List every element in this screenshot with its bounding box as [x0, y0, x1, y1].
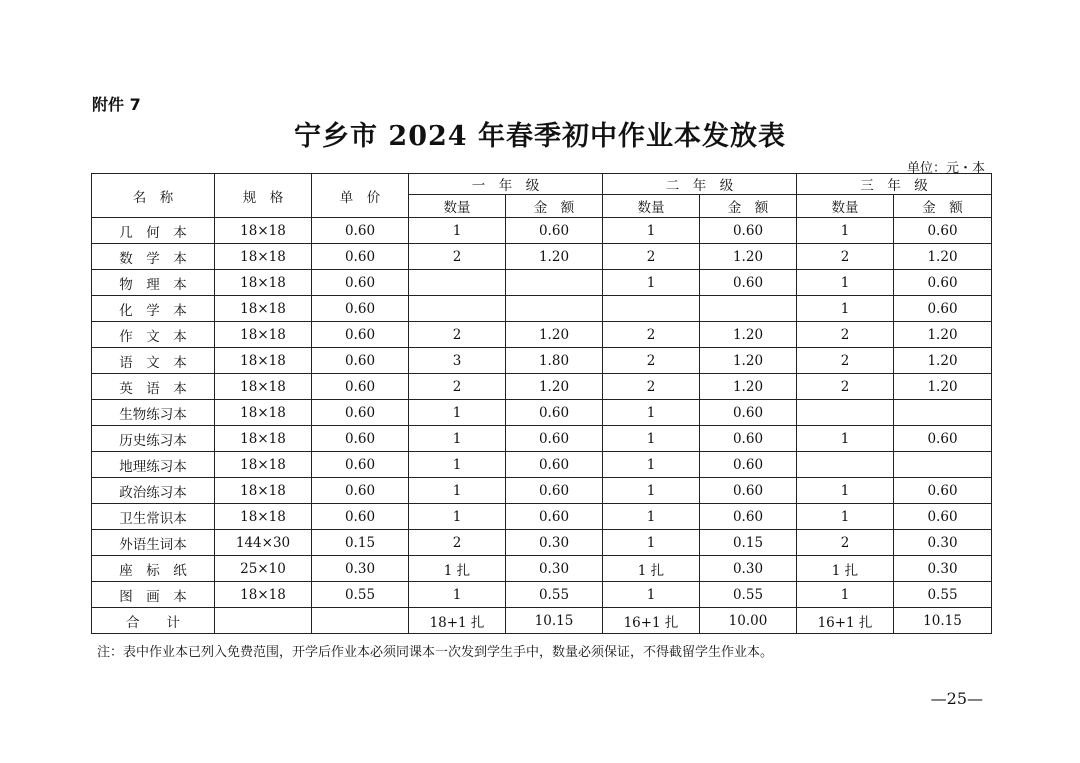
cell-quantity-grade-2: 2: [603, 322, 700, 348]
cell-name: 语 文 本: [92, 348, 215, 374]
cell-name: 外语生词本: [92, 530, 215, 556]
cell-amount-grade-1: 0.30: [506, 530, 603, 556]
cell-quantity-grade-1: 2: [409, 322, 506, 348]
cell-unit-price: 0.60: [312, 504, 409, 530]
cell-amount-grade-3: [894, 452, 992, 478]
header-amount-grade-1: 金 额: [506, 195, 603, 218]
cell-quantity-grade-2: 1: [603, 400, 700, 426]
header-amount-grade-3: 金 额: [894, 195, 992, 218]
cell-amount-grade-1: 1.20: [506, 322, 603, 348]
cell-quantity-grade-3: [797, 452, 894, 478]
cell-amount-grade-2: 0.60: [700, 400, 797, 426]
table-row: [92, 218, 992, 244]
cell-spec: 18×18: [215, 426, 312, 452]
cell-quantity-grade-2: 1: [603, 504, 700, 530]
cell-name: 数 学 本: [92, 244, 215, 270]
cell-amount-grade-3: 1.20: [894, 244, 992, 270]
cell-quantity-grade-1: [409, 270, 506, 296]
cell-quantity-grade-1: 1 扎: [409, 556, 506, 582]
cell-quantity-grade-2: 2: [603, 374, 700, 400]
cell-unit-price: 0.60: [312, 296, 409, 322]
cell-unit-price: 0.60: [312, 244, 409, 270]
cell-amount-grade-1: 0.60: [506, 478, 603, 504]
cell-amount-grade-3: 0.30: [894, 530, 992, 556]
cell-amount-grade-3: 0.60: [894, 426, 992, 452]
header-quantity-grade-1: 数量: [409, 195, 506, 218]
cell-quantity-grade-3: 1: [797, 582, 894, 608]
cell-amount-grade-1: 10.15: [506, 608, 603, 634]
cell-quantity-grade-1: 1: [409, 400, 506, 426]
cell-spec: 18×18: [215, 452, 312, 478]
footnote: 注：表中作业本已列入免费范围，开学后作业本必须同课本一次发到学生手中，数量必须保证，不得截留学生作业本。: [97, 645, 774, 660]
cell-name: 图 画 本: [92, 582, 215, 608]
cell-amount-grade-1: [506, 270, 603, 296]
table-row: [92, 270, 992, 296]
table-row: [92, 400, 992, 426]
cell-amount-grade-2: 0.60: [700, 504, 797, 530]
cell-name: 座 标 纸: [92, 556, 215, 582]
cell-amount-grade-2: 10.00: [700, 608, 797, 634]
cell-unit-price: 0.15: [312, 530, 409, 556]
cell-amount-grade-2: 0.60: [700, 218, 797, 244]
cell-name: 作 文 本: [92, 322, 215, 348]
cell-amount-grade-1: 1.80: [506, 348, 603, 374]
cell-unit-price: 0.60: [312, 322, 409, 348]
cell-amount-grade-3: 0.30: [894, 556, 992, 582]
issue-table: [91, 173, 992, 634]
cell-spec: [215, 608, 312, 634]
table-row: [92, 608, 992, 634]
cell-quantity-grade-3: 2: [797, 244, 894, 270]
cell-quantity-grade-3: 1: [797, 218, 894, 244]
cell-quantity-grade-3: 1 扎: [797, 556, 894, 582]
cell-amount-grade-3: 0.60: [894, 270, 992, 296]
cell-quantity-grade-2: 2: [603, 348, 700, 374]
cell-quantity-grade-1: 2: [409, 374, 506, 400]
cell-amount-grade-1: 0.30: [506, 556, 603, 582]
cell-quantity-grade-1: 2: [409, 244, 506, 270]
cell-amount-grade-2: 1.20: [700, 374, 797, 400]
cell-quantity-grade-3: 1: [797, 270, 894, 296]
cell-quantity-grade-1: 1: [409, 452, 506, 478]
cell-name: 政治练习本: [92, 478, 215, 504]
cell-amount-grade-2: [700, 296, 797, 322]
cell-amount-grade-3: 10.15: [894, 608, 992, 634]
unit-label: 单位：元・本: [906, 161, 985, 176]
cell-spec: 18×18: [215, 322, 312, 348]
cell-quantity-grade-3: 1: [797, 478, 894, 504]
table-row: [92, 244, 992, 270]
table-row: [92, 452, 992, 478]
cell-name: 英 语 本: [92, 374, 215, 400]
cell-amount-grade-3: 1.20: [894, 322, 992, 348]
table-body: [92, 218, 992, 634]
cell-quantity-grade-2: 1: [603, 426, 700, 452]
header-amount-grade-2: 金 额: [700, 195, 797, 218]
cell-amount-grade-1: 0.60: [506, 504, 603, 530]
cell-amount-grade-1: 0.55: [506, 582, 603, 608]
cell-amount-grade-1: [506, 296, 603, 322]
cell-quantity-grade-2: 1: [603, 218, 700, 244]
header-grade-1: 一 年 级: [409, 174, 603, 195]
table-row: [92, 478, 992, 504]
header-name: 名 称: [92, 174, 215, 218]
header-quantity-grade-3: 数量: [797, 195, 894, 218]
header-spec: 规 格: [215, 174, 312, 218]
cell-quantity-grade-2: [603, 296, 700, 322]
cell-unit-price: 0.30: [312, 556, 409, 582]
cell-unit-price: [312, 608, 409, 634]
cell-amount-grade-2: 0.60: [700, 478, 797, 504]
cell-quantity-grade-2: 1: [603, 530, 700, 556]
header-grade-2: 二 年 级: [603, 174, 797, 195]
header-quantity-grade-2: 数量: [603, 195, 700, 218]
cell-spec: 18×18: [215, 244, 312, 270]
cell-spec: 25×10: [215, 556, 312, 582]
cell-name: 历史练习本: [92, 426, 215, 452]
cell-quantity-grade-2: 2: [603, 244, 700, 270]
cell-amount-grade-1: 0.60: [506, 400, 603, 426]
cell-quantity-grade-1: 3: [409, 348, 506, 374]
cell-quantity-grade-1: 1: [409, 426, 506, 452]
cell-quantity-grade-3: 2: [797, 530, 894, 556]
table-row: [92, 504, 992, 530]
cell-amount-grade-2: 0.60: [700, 426, 797, 452]
table-row: [92, 426, 992, 452]
cell-unit-price: 0.60: [312, 374, 409, 400]
cell-quantity-grade-3: 2: [797, 322, 894, 348]
cell-quantity-grade-2: 1: [603, 478, 700, 504]
header-grade-3: 三 年 级: [797, 174, 992, 195]
table-row: [92, 296, 992, 322]
cell-spec: 18×18: [215, 348, 312, 374]
cell-spec: 18×18: [215, 218, 312, 244]
cell-amount-grade-1: 0.60: [506, 426, 603, 452]
cell-amount-grade-3: 0.55: [894, 582, 992, 608]
cell-unit-price: 0.60: [312, 478, 409, 504]
cell-amount-grade-3: 0.60: [894, 504, 992, 530]
cell-unit-price: 0.60: [312, 452, 409, 478]
cell-spec: 18×18: [215, 374, 312, 400]
cell-name: 合 计: [92, 608, 215, 634]
cell-name: 地理练习本: [92, 452, 215, 478]
cell-spec: 18×18: [215, 582, 312, 608]
cell-quantity-grade-3: [797, 400, 894, 426]
cell-quantity-grade-3: 2: [797, 374, 894, 400]
cell-amount-grade-2: 0.60: [700, 270, 797, 296]
cell-quantity-grade-2: 1 扎: [603, 556, 700, 582]
cell-amount-grade-3: 1.20: [894, 374, 992, 400]
cell-amount-grade-3: 0.60: [894, 218, 992, 244]
document-title: 宁乡市 2024 年春季初中作业本发放表: [294, 121, 786, 152]
cell-amount-grade-3: 0.60: [894, 478, 992, 504]
cell-quantity-grade-2: 16+1 扎: [603, 608, 700, 634]
page-number: —25—: [930, 689, 983, 708]
attachment-label: 附件 7: [92, 95, 141, 114]
header-row-grades: [92, 174, 992, 195]
cell-unit-price: 0.60: [312, 426, 409, 452]
cell-quantity-grade-1: 1: [409, 218, 506, 244]
cell-spec: 18×18: [215, 478, 312, 504]
cell-quantity-grade-2: 1: [603, 452, 700, 478]
table-row: [92, 348, 992, 374]
table-row: [92, 374, 992, 400]
cell-name: 生物练习本: [92, 400, 215, 426]
table-row: [92, 530, 992, 556]
cell-amount-grade-3: 0.60: [894, 296, 992, 322]
cell-name: 化 学 本: [92, 296, 215, 322]
cell-name: 物 理 本: [92, 270, 215, 296]
cell-spec: 144×30: [215, 530, 312, 556]
cell-quantity-grade-1: 18+1 扎: [409, 608, 506, 634]
cell-name: 几 何 本: [92, 218, 215, 244]
cell-amount-grade-2: 1.20: [700, 348, 797, 374]
cell-quantity-grade-1: 2: [409, 530, 506, 556]
cell-quantity-grade-3: 1: [797, 426, 894, 452]
table-row: [92, 322, 992, 348]
cell-unit-price: 0.60: [312, 400, 409, 426]
cell-quantity-grade-3: 1: [797, 296, 894, 322]
cell-unit-price: 0.60: [312, 348, 409, 374]
cell-quantity-grade-3: 1: [797, 504, 894, 530]
cell-amount-grade-3: [894, 400, 992, 426]
cell-amount-grade-2: 0.30: [700, 556, 797, 582]
cell-amount-grade-2: 0.15: [700, 530, 797, 556]
cell-quantity-grade-2: 1: [603, 582, 700, 608]
cell-amount-grade-2: 1.20: [700, 322, 797, 348]
table-row: [92, 556, 992, 582]
cell-quantity-grade-1: 1: [409, 478, 506, 504]
cell-spec: 18×18: [215, 296, 312, 322]
cell-quantity-grade-1: 1: [409, 582, 506, 608]
cell-name: 卫生常识本: [92, 504, 215, 530]
cell-unit-price: 0.55: [312, 582, 409, 608]
cell-amount-grade-1: 1.20: [506, 244, 603, 270]
cell-amount-grade-2: 0.60: [700, 452, 797, 478]
cell-amount-grade-1: 1.20: [506, 374, 603, 400]
cell-spec: 18×18: [215, 504, 312, 530]
cell-amount-grade-1: 0.60: [506, 218, 603, 244]
cell-amount-grade-2: 1.20: [700, 244, 797, 270]
cell-amount-grade-2: 0.55: [700, 582, 797, 608]
cell-amount-grade-3: 1.20: [894, 348, 992, 374]
cell-quantity-grade-1: [409, 296, 506, 322]
cell-quantity-grade-1: 1: [409, 504, 506, 530]
cell-spec: 18×18: [215, 400, 312, 426]
table-row: [92, 582, 992, 608]
cell-amount-grade-1: 0.60: [506, 452, 603, 478]
cell-quantity-grade-3: 2: [797, 348, 894, 374]
cell-quantity-grade-3: 16+1 扎: [797, 608, 894, 634]
cell-quantity-grade-2: 1: [603, 270, 700, 296]
header-unit-price: 单 价: [312, 174, 409, 218]
cell-unit-price: 0.60: [312, 270, 409, 296]
cell-spec: 18×18: [215, 270, 312, 296]
cell-unit-price: 0.60: [312, 218, 409, 244]
